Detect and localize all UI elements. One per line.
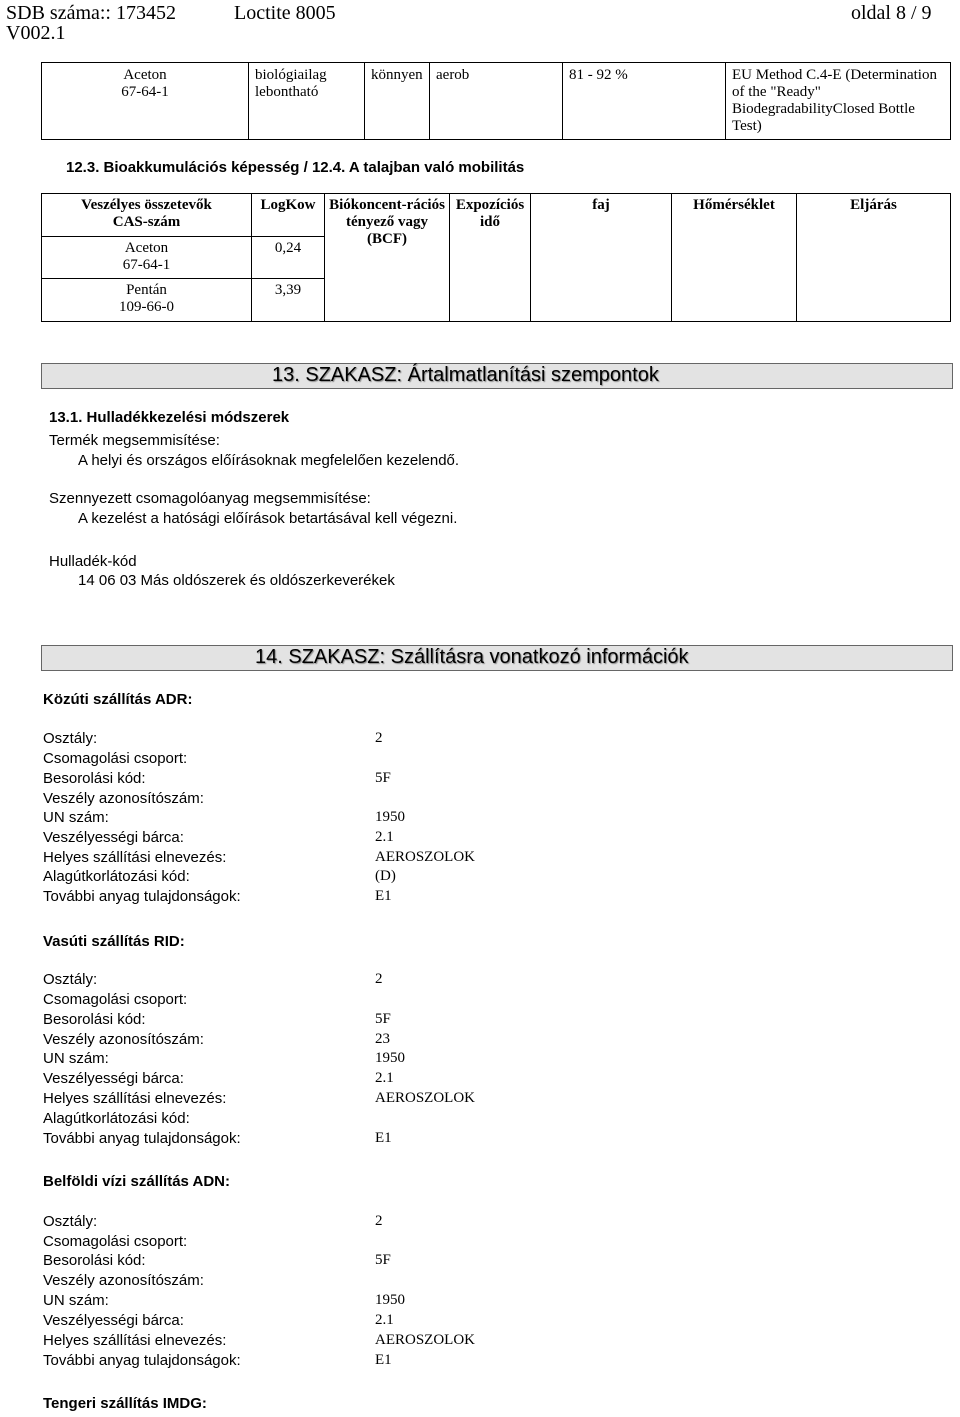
waste-code-text: 14 06 03 Más oldószerek és oldószerkeverékek: [78, 572, 395, 589]
rid-value: 5F: [375, 1011, 391, 1027]
adr-label: Helyes szállítási elnevezés:: [43, 849, 227, 866]
table-cell: [42, 279, 252, 322]
waste-code-label: Hulladék-kód: [49, 553, 137, 570]
condition-cell: aerob: [430, 63, 563, 140]
adn-label: Helyes szállítási elnevezés:: [43, 1332, 227, 1349]
page-number: oldal 8 / 9: [851, 2, 932, 24]
adr-value: E1: [375, 888, 392, 904]
substance-name: Pentán: [126, 282, 167, 299]
rid-value: 2: [375, 971, 383, 987]
table-cell: [42, 63, 249, 140]
section-13-title: 13. SZAKASZ: Ártalmatlanítási szempontok: [272, 364, 659, 386]
table-cell: [42, 236, 252, 279]
adr-label: UN szám:: [43, 809, 109, 826]
adr-label: Besorolási kód:: [43, 770, 146, 787]
table-row: [42, 63, 951, 140]
result-cell: biológiailag lebontható: [249, 63, 365, 140]
adn-label: Veszélyességi bárca:: [43, 1312, 184, 1329]
adn-label: UN szám:: [43, 1292, 109, 1309]
rid-label: További anyag tulajdonságok:: [43, 1130, 241, 1147]
cas-number: 109-66-0: [119, 299, 174, 316]
column-header-temperature: Hőmérséklet: [672, 194, 797, 322]
adr-value: 2.1: [375, 829, 394, 845]
adn-label: Csomagolási csoport:: [43, 1233, 188, 1250]
rid-value: E1: [375, 1130, 392, 1146]
adr-label: Veszély azonosítószám:: [43, 790, 204, 807]
rid-heading: Vasúti szállítás RID:: [43, 933, 185, 950]
adn-value: AEROSZOLOK: [375, 1332, 475, 1348]
adr-label: További anyag tulajdonságok:: [43, 888, 241, 905]
column-header-bcf: Biókoncent-rációs tényező vagy (BCF): [325, 194, 450, 322]
rid-label: Besorolási kód:: [43, 1011, 146, 1028]
rid-label: Veszély azonosítószám:: [43, 1031, 204, 1048]
adn-value: 5F: [375, 1252, 391, 1268]
product-name: Loctite 8005: [234, 2, 336, 24]
adr-label: Alagútkorlátozási kód:: [43, 868, 190, 885]
adr-label: Osztály:: [43, 730, 98, 747]
section-13-1-heading: 13.1. Hulladékkezelési módszerek: [49, 409, 290, 426]
rid-label: UN szám:: [43, 1050, 109, 1067]
column-header-substance: Veszélyes összetevők: [81, 197, 212, 213]
rid-label: Alagútkorlátozási kód:: [43, 1110, 190, 1127]
column-header-cas: CAS-szám: [112, 214, 181, 230]
speed-cell: könnyen: [365, 63, 430, 140]
logkow-value: 0,24: [252, 236, 325, 279]
rid-value: AEROSZOLOK: [375, 1090, 475, 1106]
rid-label: Veszélyességi bárca:: [43, 1070, 184, 1087]
column-header-species: faj: [531, 194, 672, 322]
adn-value: 2: [375, 1213, 383, 1229]
adr-value: (D): [375, 868, 396, 884]
adn-label: Besorolási kód:: [43, 1252, 146, 1269]
substance-name: Aceton: [124, 239, 169, 256]
bioaccumulation-table: [41, 193, 951, 322]
product-disposal-text: A helyi és országos előírásoknak megfelelően kezelendő.: [78, 452, 460, 469]
cas-number: 67-64-1: [121, 84, 169, 100]
rid-value: 2.1: [375, 1070, 394, 1086]
product-disposal-label: Termék megsemmisítése:: [49, 432, 220, 449]
sdb-number: SDB száma:: 173452: [6, 2, 176, 24]
rid-value: 1950: [375, 1050, 405, 1066]
percent-cell: 81 - 92 %: [563, 63, 726, 140]
adr-value: 1950: [375, 809, 405, 825]
adn-value: 2.1: [375, 1312, 394, 1328]
rid-value: 23: [375, 1031, 390, 1047]
biodegradation-table: [41, 62, 951, 140]
adn-value: E1: [375, 1352, 392, 1368]
substance-name: Aceton: [123, 67, 167, 83]
adr-label: Csomagolási csoport:: [43, 750, 188, 767]
section-12-3-heading: 12.3. Bioakkumulációs képesség / 12.4. A talajban való mobilitás: [66, 159, 525, 176]
adn-label: Veszély azonosítószám:: [43, 1272, 204, 1289]
column-header: [42, 194, 252, 237]
rid-label: Csomagolási csoport:: [43, 991, 188, 1008]
packaging-disposal-label: Szennyezett csomagolóanyag megsemmisítése:: [49, 490, 371, 507]
adr-label: Veszélyességi bárca:: [43, 829, 184, 846]
column-header-method: Eljárás: [797, 194, 951, 322]
adr-heading: Közúti szállítás ADR:: [43, 691, 193, 708]
rid-label: Osztály:: [43, 971, 98, 988]
column-header-exposure: Expozíciós idő: [450, 194, 531, 322]
table-header-row: [42, 194, 951, 237]
imdg-heading: Tengeri szállítás IMDG:: [43, 1395, 207, 1412]
packaging-disposal-text: A kezelést a hatósági előírások betartásával kell végezni.: [78, 510, 458, 527]
adn-value: 1950: [375, 1292, 405, 1308]
adr-value: 2: [375, 730, 383, 746]
adr-value: 5F: [375, 770, 391, 786]
cas-number: 67-64-1: [122, 256, 171, 273]
section-14-title: 14. SZAKASZ: Szállításra vonatkozó információk: [255, 646, 689, 668]
method-cell: EU Method C.4-E (Determination of the "Ready" BiodegradabilityClosed Bottle Test): [726, 63, 951, 140]
adn-label: További anyag tulajdonságok:: [43, 1352, 241, 1369]
logkow-value: 3,39: [252, 279, 325, 322]
adn-label: Osztály:: [43, 1213, 98, 1230]
version: V002.1: [6, 22, 66, 44]
rid-label: Helyes szállítási elnevezés:: [43, 1090, 227, 1107]
adr-value: AEROSZOLOK: [375, 849, 475, 865]
column-header-logkow: LogKow: [252, 194, 325, 237]
adn-heading: Belföldi vízi szállítás ADN:: [43, 1173, 230, 1190]
